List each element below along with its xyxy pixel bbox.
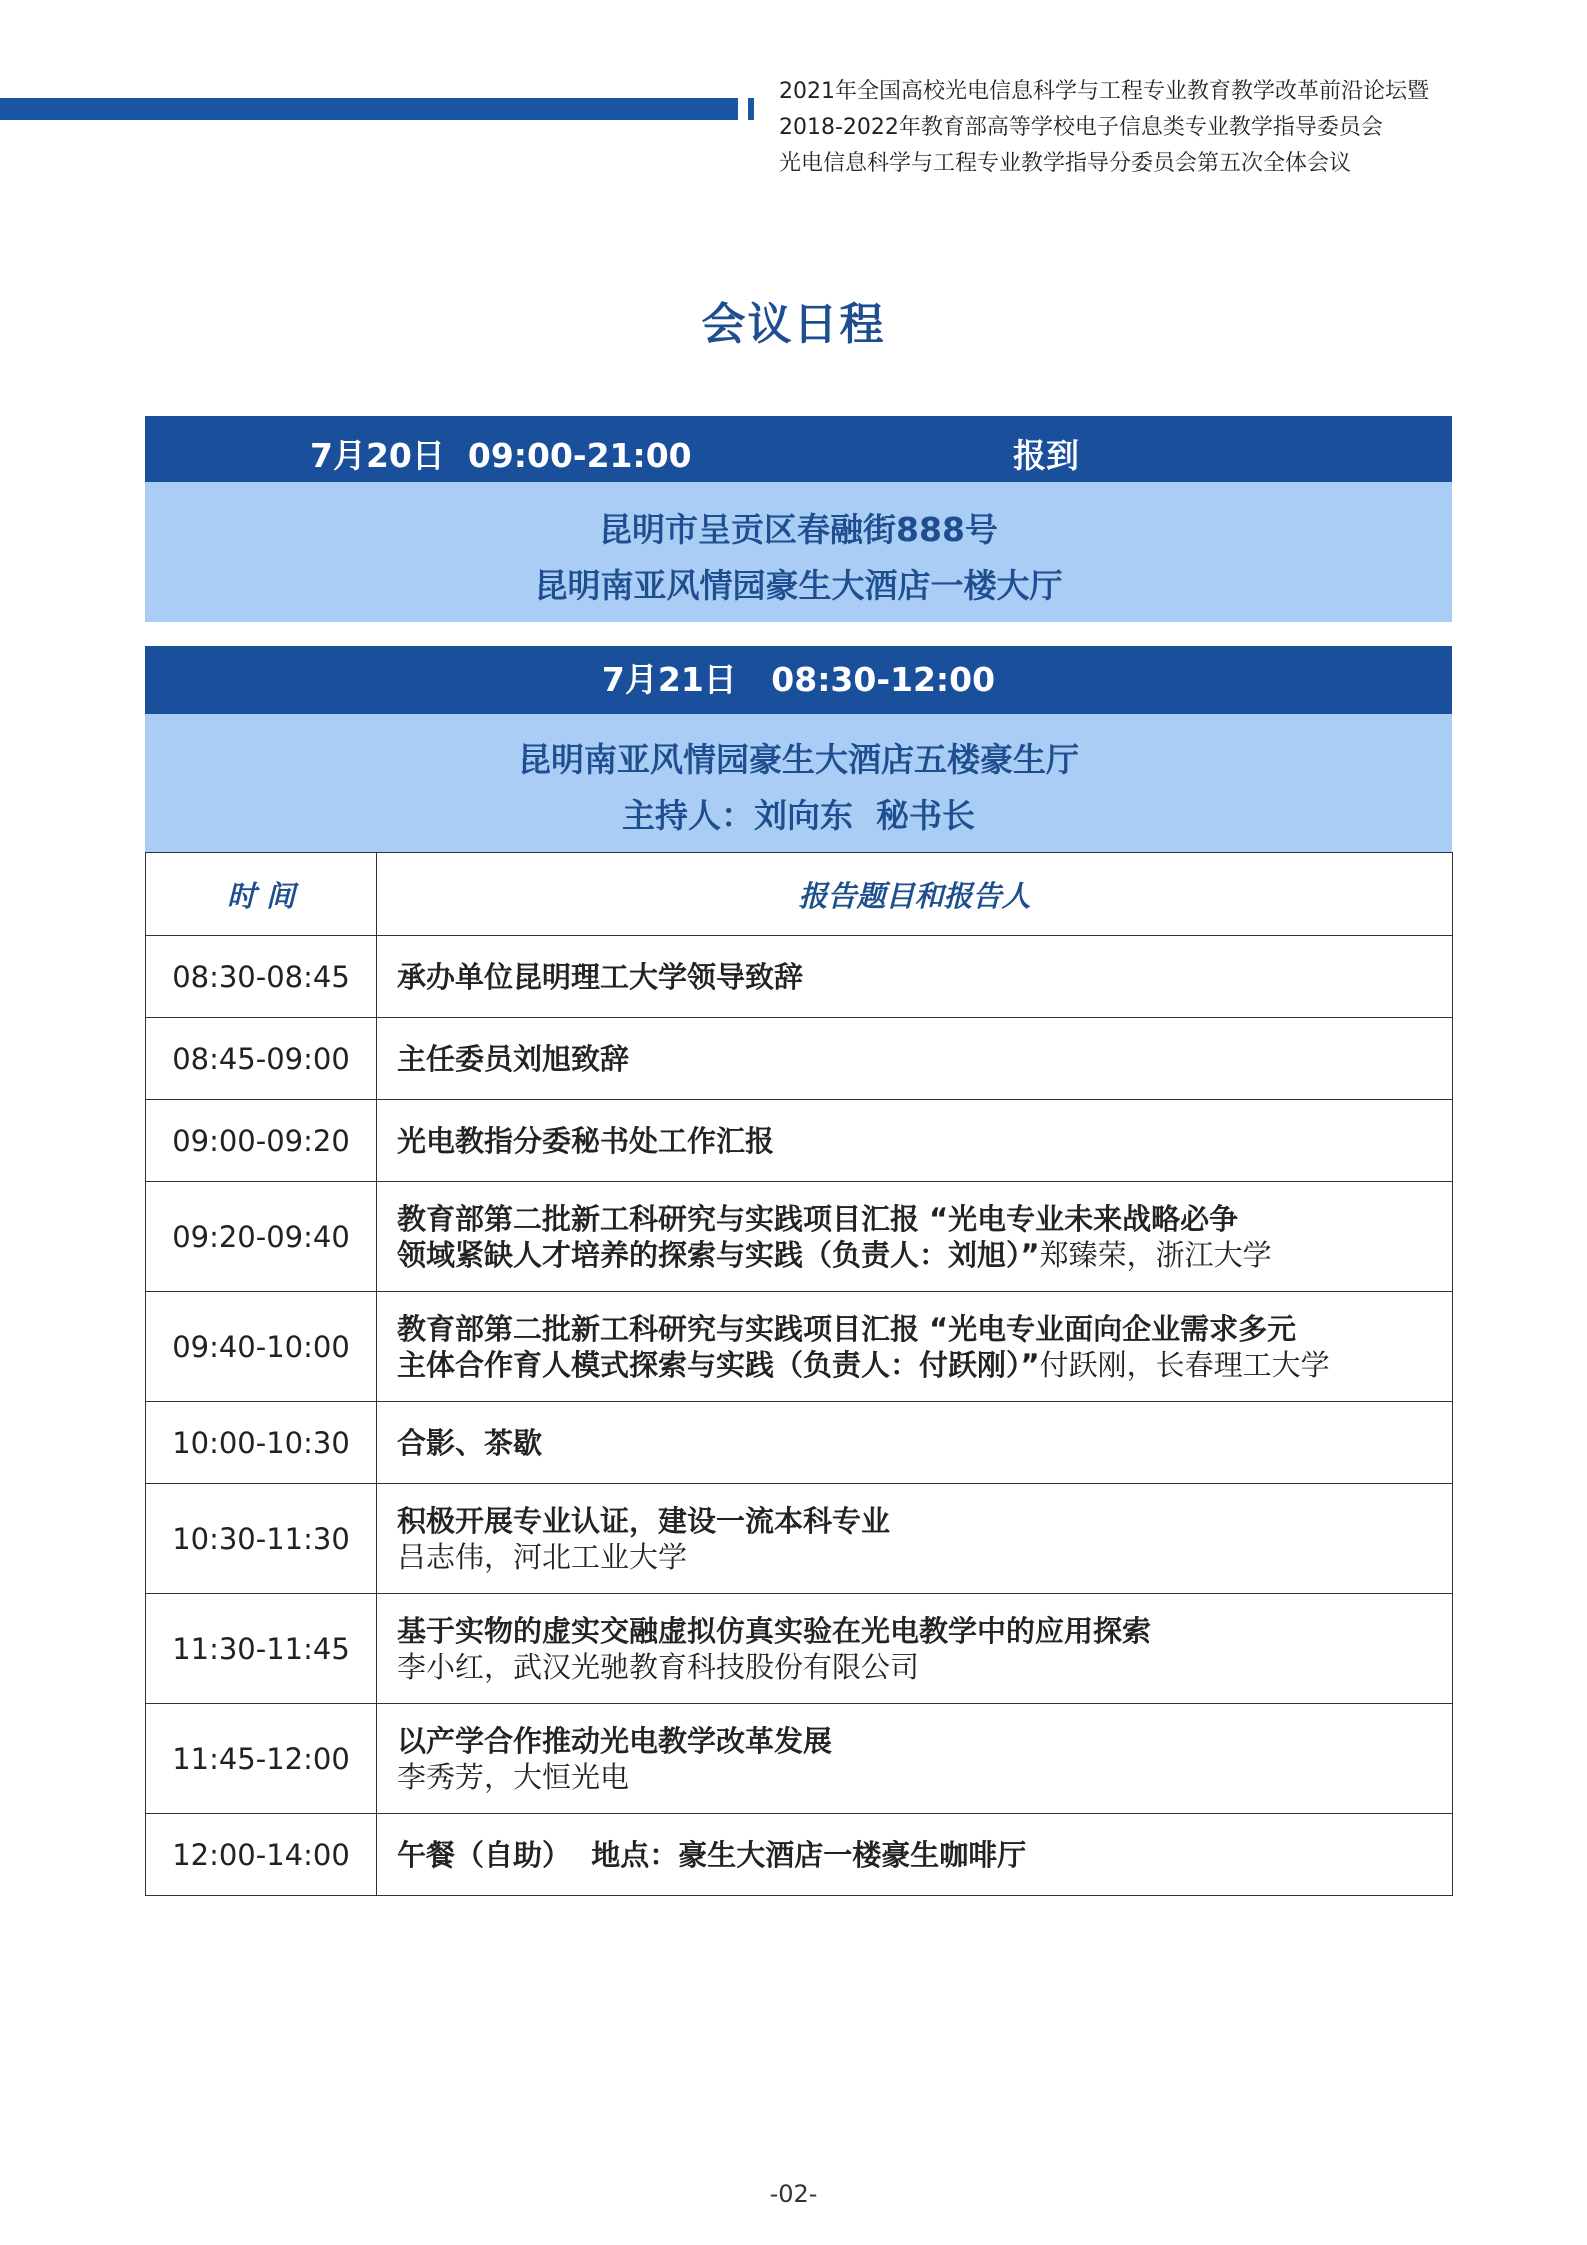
table-row bbox=[146, 1292, 1453, 1402]
table-row bbox=[146, 1100, 1453, 1182]
table-row bbox=[146, 1484, 1453, 1594]
row-time: 09:40-10:00 bbox=[146, 1292, 377, 1402]
day2-location bbox=[145, 714, 1452, 852]
table-row bbox=[146, 936, 1453, 1018]
row-title-line-2: 主体合作育人模式探索与实践（负责人：付跃刚）” bbox=[397, 1347, 1040, 1382]
table-row bbox=[146, 1594, 1453, 1704]
row-topic bbox=[377, 1182, 1453, 1292]
row-speaker: 李秀芳，大恒光电 bbox=[397, 1759, 630, 1794]
page-number: -02- bbox=[769, 2180, 818, 2208]
day2-host: 主持人：刘向东 秘书长 bbox=[622, 796, 975, 835]
day1-location bbox=[145, 482, 1452, 622]
row-time: 12:00-14:00 bbox=[146, 1814, 377, 1896]
row-title: 承办单位昆明理工大学领导致辞 bbox=[377, 936, 1453, 1018]
day1-banner bbox=[145, 416, 1452, 482]
row-time: 08:45-09:00 bbox=[146, 1018, 377, 1100]
day2-banner bbox=[145, 646, 1452, 714]
table-header-row bbox=[146, 853, 1453, 936]
row-time: 10:00-10:30 bbox=[146, 1402, 377, 1484]
day1-datetime: 7月20日 09:00-21:00 bbox=[310, 436, 692, 475]
row-time: 10:30-11:30 bbox=[146, 1484, 377, 1594]
header-line-1: 2021年全国高校光电信息科学与工程专业教育教学改革前沿论坛暨 bbox=[779, 79, 1429, 104]
header-accent-tick bbox=[748, 98, 754, 120]
header-accent-bar bbox=[0, 98, 738, 120]
row-title: 主任委员刘旭致辞 bbox=[377, 1018, 1453, 1100]
row-time: 09:00-09:20 bbox=[146, 1100, 377, 1182]
row-time: 11:45-12:00 bbox=[146, 1704, 377, 1814]
column-header-topic: 报告题目和报告人 bbox=[377, 853, 1453, 936]
row-title-line-1: 教育部第二批新工科研究与实践项目汇报 “光电专业未来战略必争 bbox=[397, 1201, 1239, 1236]
table-row bbox=[146, 1814, 1453, 1896]
table-row bbox=[146, 1402, 1453, 1484]
row-speaker: 郑臻荣，浙江大学 bbox=[1039, 1237, 1272, 1272]
column-header-time: 时 间 bbox=[146, 853, 377, 936]
day2-venue: 昆明南亚风情园豪生大酒店五楼豪生厅 bbox=[518, 740, 1079, 779]
header-line-2: 2018-2022年教育部高等学校电子信息类专业教学指导委员会 bbox=[779, 115, 1383, 140]
day2-datetime: 7月21日 08:30-12:00 bbox=[601, 660, 996, 699]
row-title: 基于实物的虚实交融虚拟仿真实验在光电教学中的应用探索 bbox=[397, 1613, 1152, 1648]
row-title: 积极开展专业认证，建设一流本科专业 bbox=[397, 1503, 891, 1538]
day1-address-2: 昆明南亚风情园豪生大酒店一楼大厅 bbox=[534, 566, 1063, 605]
day1-label: 报到 bbox=[1013, 436, 1079, 475]
table-row bbox=[146, 1182, 1453, 1292]
row-topic bbox=[377, 1594, 1453, 1704]
table-row bbox=[146, 1018, 1453, 1100]
row-topic bbox=[377, 1484, 1453, 1594]
row-title: 合影、茶歇 bbox=[377, 1402, 1453, 1484]
row-title-line-1: 教育部第二批新工科研究与实践项目汇报 “光电专业面向企业需求多元 bbox=[397, 1311, 1297, 1346]
header-line-3: 光电信息科学与工程专业教学指导分委员会第五次全体会议 bbox=[779, 151, 1352, 176]
row-title-line-2: 领域紧缺人才培养的探索与实践（负责人：刘旭）” bbox=[397, 1237, 1040, 1272]
row-topic bbox=[377, 1704, 1453, 1814]
schedule-table bbox=[145, 852, 1453, 1896]
row-speaker: 李小红，武汉光驰教育科技股份有限公司 bbox=[397, 1649, 920, 1684]
day1-address-1: 昆明市呈贡区春融街888号 bbox=[599, 510, 998, 549]
row-speaker: 吕志伟，河北工业大学 bbox=[397, 1539, 688, 1574]
row-time: 11:30-11:45 bbox=[146, 1594, 377, 1704]
row-topic bbox=[377, 1292, 1453, 1402]
row-speaker: 付跃刚，长春理工大学 bbox=[1039, 1347, 1330, 1382]
row-title: 以产学合作推动光电教学改革发展 bbox=[397, 1723, 833, 1758]
page-title: 会议日程 bbox=[701, 299, 886, 350]
row-time: 09:20-09:40 bbox=[146, 1182, 377, 1292]
row-title: 午餐（自助） 地点：豪生大酒店一楼豪生咖啡厅 bbox=[377, 1814, 1453, 1896]
row-time: 08:30-08:45 bbox=[146, 936, 377, 1018]
row-title: 光电教指分委秘书处工作汇报 bbox=[377, 1100, 1453, 1182]
conference-header bbox=[779, 74, 1429, 182]
table-row bbox=[146, 1704, 1453, 1814]
